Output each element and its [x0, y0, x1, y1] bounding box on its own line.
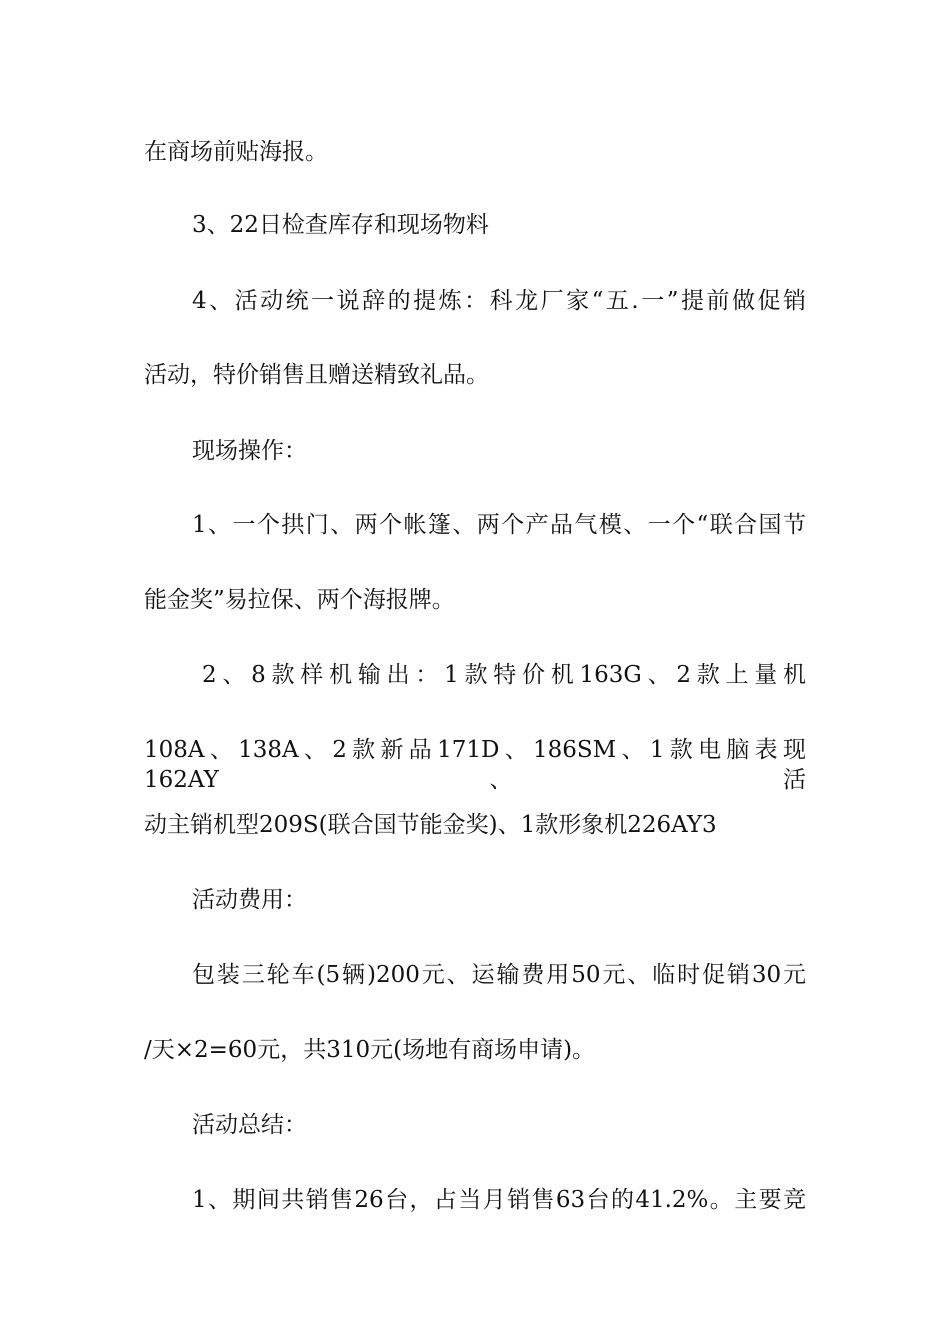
text-line-7: 能金奖”易拉保、两个海报牌。 — [144, 587, 455, 613]
text-line-15: 1、期间共销售26台，占当月销售63台的41.2%。主要竞 — [192, 1187, 806, 1213]
text-line-6: 1、一个拱门、两个帐篷、两个产品气模、一个“联合国节 — [192, 512, 806, 538]
section-heading-onsite-operation: 现场操作： — [192, 438, 307, 464]
text-line-1: 在商场前贴海报。 — [144, 139, 328, 165]
text-line-2: 3、22日检查库存和现场物料 — [192, 212, 489, 238]
text-line-13: /天×2=60元，共310元(场地有商场申请)。 — [144, 1037, 596, 1063]
text-line-4: 活动，特价销售且赠送精致礼品。 — [144, 362, 489, 388]
text-line-10: 动主销机型209S(联合国节能金奖)、1款形象机226AY3 — [144, 812, 717, 838]
text-line-12: 包装三轮车(5辆)200元、运输费用50元、临时促销30元 — [192, 962, 806, 988]
section-heading-activity-summary: 活动总结： — [192, 1112, 307, 1138]
text-line-8: 2、8款样机输出：1款特价机163G、2款上量机 — [202, 662, 806, 688]
text-line-3: 4、活动统一说辞的提炼：科龙厂家“五.一”提前做促销 — [192, 288, 806, 314]
section-heading-activity-cost: 活动费用： — [192, 887, 307, 913]
text-line-9: 108A、138A、2款新品171D、186SM、1款电脑表现162AY、活 — [144, 737, 806, 793]
